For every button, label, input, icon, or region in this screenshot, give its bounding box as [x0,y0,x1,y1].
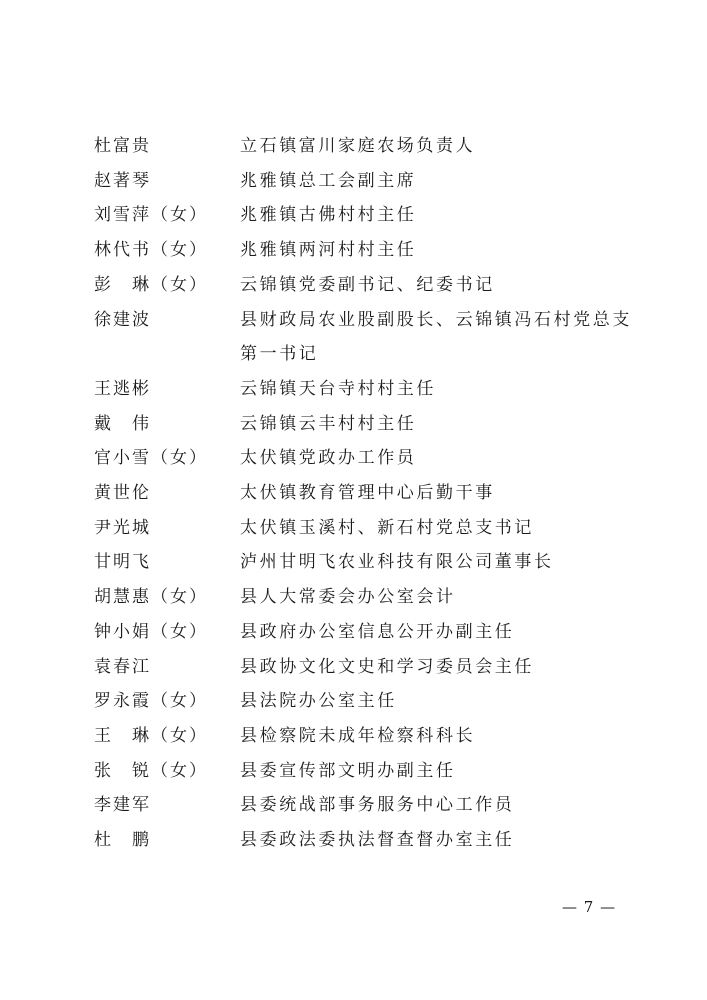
list-item [94,198,634,233]
title-line: 县委政法委执法督查督办室主任 [240,830,515,851]
person-name: 杜富贵 [94,136,151,156]
title-line: 县法院办公室主任 [240,691,397,712]
person-name: 林代书（女） [94,240,208,261]
list-item [94,615,634,650]
list-item [94,788,634,823]
title-line: 兆雅镇古佛村村主任 [240,205,417,226]
title-line: 云锦镇党委副书记、纪委书记 [240,274,495,295]
person-title [240,268,634,303]
title-line: 太伏镇玉溪村、新石村党总支书记 [240,517,534,538]
person-title [240,233,634,268]
list-item [94,233,634,268]
title-line: 太伏镇党政办工作员 [240,448,417,469]
person-name: 尹光城 [94,517,151,538]
person-name: 王 琳（女） [94,725,208,746]
page-number: — 7 — [562,898,617,916]
title-line: 云锦镇云丰村村主任 [240,413,417,434]
title-line: 县委统战部事务服务中心工作员 [240,795,515,816]
title-line: 县政府办公室信息公开办副主任 [240,621,515,642]
title-line: 县委宣传部文明办副主任 [240,760,456,781]
person-title [240,164,634,199]
person-name: 彭 琳（女） [94,274,208,295]
personnel-list [94,129,634,858]
title-line: 立石镇富川家庭农场负责人 [240,136,476,156]
title-line: 太伏镇教育管理中心后勤干事 [240,483,495,504]
list-item [94,754,634,789]
list-item [94,476,634,511]
list-item [94,580,634,615]
list-item [94,545,634,580]
person-name: 赵著琴 [94,170,151,191]
list-item [94,684,634,719]
title-line: 泸州甘明飞农业科技有限公司董事长 [240,552,554,573]
title-line: 兆雅镇总工会副主席 [240,170,417,191]
list-item [94,823,634,858]
list-item [94,303,634,372]
person-title [240,823,634,858]
list-item [94,407,634,442]
title-line: 县人大常委会办公室会计 [240,587,456,608]
person-title [240,754,634,789]
title-line: 云锦镇天台寺村村主任 [240,378,436,399]
title-line: 第一书记 [240,344,319,365]
person-title [240,580,634,615]
person-name: 黄世伦 [94,483,151,504]
person-name: 刘雪萍（女） [94,205,208,226]
person-title [240,372,634,407]
list-item [94,268,634,303]
list-item [94,650,634,685]
list-item [94,372,634,407]
list-item [94,719,634,754]
person-title [240,545,634,580]
title-line: 县检察院未成年检察科科长 [240,725,476,746]
person-name: 袁春江 [94,656,151,677]
person-title [240,407,634,442]
person-title [240,129,634,164]
person-title [240,441,634,476]
person-name: 钟小娟（女） [94,621,208,642]
list-item [94,441,634,476]
person-title [240,719,634,754]
title-line: 县财政局农业股副股长、云锦镇冯石村党总支 [240,309,632,330]
title-line: 兆雅镇两河村村主任 [240,240,417,261]
person-title [240,476,634,511]
list-item [94,511,634,546]
person-name: 张 锐（女） [94,760,208,781]
person-title [240,511,634,546]
person-title [240,615,634,650]
person-title [240,684,634,719]
person-name: 王逃彬 [94,378,151,399]
person-title [240,650,634,685]
person-title [240,303,634,372]
person-title [240,198,634,233]
person-name: 徐建波 [94,309,151,330]
person-name: 官小雪（女） [94,448,208,469]
person-name: 戴 伟 [94,413,151,434]
person-name: 李建军 [94,795,151,816]
person-name: 甘明飞 [94,552,151,573]
person-name: 胡慧惠（女） [94,587,208,608]
person-title [240,788,634,823]
person-name: 罗永霞（女） [94,691,208,712]
person-name: 杜 鹏 [94,830,151,851]
list-item [94,164,634,199]
list-item [94,129,634,164]
title-line: 县政协文化文史和学习委员会主任 [240,656,534,677]
